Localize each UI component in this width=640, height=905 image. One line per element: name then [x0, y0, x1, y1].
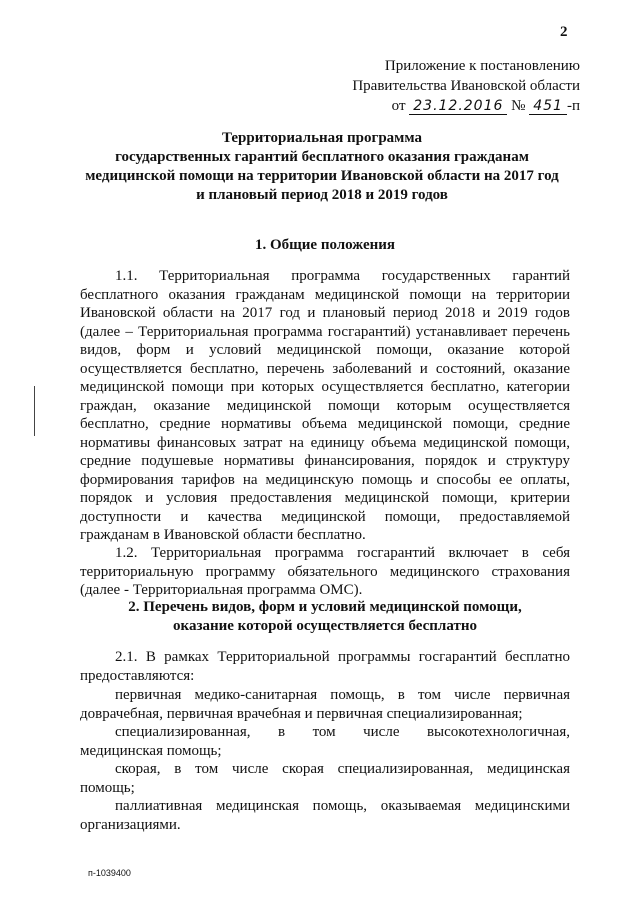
paragraph-line: доврачебная, первичная врачебная и первичная специализированная;: [80, 705, 523, 722]
paragraph-line: медицинской помощи при которых осуществляется бесплатно, категории: [80, 379, 570, 395]
margin-mark: [34, 386, 35, 436]
section-2-heading: [80, 598, 570, 636]
paragraph-line: (далее - Территориальная программа ОМС).: [80, 582, 363, 598]
paragraph-line: организациями.: [80, 816, 181, 833]
section-2-paragraph-1: [80, 648, 570, 685]
paragraph-line: порядок и условия предоставления медицинской помощи, критерии: [80, 490, 570, 506]
appendix-header: [340, 56, 580, 116]
paragraph-line: медицинская помощь;: [80, 742, 222, 759]
from-label: от: [391, 98, 406, 114]
section-1-paragraph-1: [80, 267, 570, 545]
paragraph-line: доступности и качества медицинской помощи, предоставляемой: [80, 508, 570, 525]
section-1-heading-text: 1. Общие положения: [254, 237, 396, 253]
section-1-heading: [80, 236, 570, 255]
title-line-1: Территориальная программа: [221, 130, 423, 146]
section-2-paragraph-3: [80, 723, 570, 760]
paragraph-line: специализированная, в том числе высокотехнологичная,: [115, 724, 570, 740]
section-1-paragraph-2: [80, 544, 570, 600]
paragraph-line: 2.1. В рамках Территориальной программы госгарантий бесплатно: [115, 649, 570, 665]
number-label: №: [511, 98, 526, 114]
appendix-date-line: [340, 96, 580, 116]
appendix-line-2: Правительства Ивановской области: [352, 78, 580, 94]
paragraph-line: формирования тарифов на медицинскую помощь и способы ее оплаты,: [80, 471, 570, 488]
paragraph-line: первичная медико-санитарная помощь, в том числе первичная: [115, 687, 570, 703]
handwritten-number: 451: [529, 98, 567, 115]
section-2-paragraph-4: [80, 760, 570, 797]
number-suffix: -п: [566, 98, 580, 114]
title-line-4: и плановый период 2018 и 2019 годов: [196, 187, 448, 203]
page-number: 2: [560, 24, 568, 40]
footer-code: п-1039400: [88, 868, 131, 878]
paragraph-line: 1.1. Территориальная программа государственных гарантий: [115, 268, 570, 284]
paragraph-line: Ивановской области на 2017 год и плановый период 2018 и 2019 годов: [80, 305, 570, 321]
paragraph-line: паллиативная медицинская помощь, оказываемая медицинскими: [115, 798, 570, 814]
paragraph-line: нормативы финансовых затрат на единицу объема медицинской помощи,: [80, 434, 570, 451]
paragraph-line: скорая, в том числе скорая специализированная, медицинская: [115, 761, 570, 777]
paragraph-line: средние подушевые нормативы финансирования, порядок и структуру: [80, 453, 570, 469]
paragraph-line: (далее – Территориальная программа госгарантий) устанавливает перечень: [80, 323, 570, 340]
section-2-heading-line-2: оказание которой осуществляется бесплатно: [173, 618, 477, 634]
section-2-heading-line-1: 2. Перечень видов, форм и условий медицинской помощи,: [128, 599, 522, 615]
document-title: [72, 129, 572, 205]
paragraph-line: осуществляется бесплатно, перечень заболеваний и состояний, оказание: [80, 360, 570, 377]
handwritten-date: 23.12.2016: [409, 98, 507, 115]
appendix-line-1: Приложение к постановлению: [384, 58, 580, 74]
paragraph-line: гражданам в Ивановской области бесплатно.: [80, 527, 366, 543]
title-line-2: государственных гарантий бесплатного оказания гражданам: [115, 149, 529, 165]
paragraph-line: бесплатно, средние нормативы объема медицинской помощи, средние: [80, 416, 570, 432]
paragraph-line: граждан, оказание медицинской помощи которым осуществляется: [80, 397, 570, 414]
paragraph-line: территориальную программу обязательного медицинского страхования: [80, 563, 570, 580]
paragraph-line: бесплатного оказания гражданам медицинской помощи на территории: [80, 286, 570, 303]
paragraph-line: предоставляются:: [80, 667, 195, 684]
title-line-3: медицинской помощи на территории Ивановской области на 2017 год: [85, 168, 559, 184]
paragraph-line: помощь;: [80, 779, 135, 796]
section-2-paragraph-2: [80, 686, 570, 723]
section-2-paragraph-5: [80, 797, 570, 834]
paragraph-line: видов, форм и условий медицинской помощи, оказание которой: [80, 342, 570, 358]
paragraph-line: 1.2. Территориальная программа госгарантий включает в себя: [115, 545, 570, 561]
